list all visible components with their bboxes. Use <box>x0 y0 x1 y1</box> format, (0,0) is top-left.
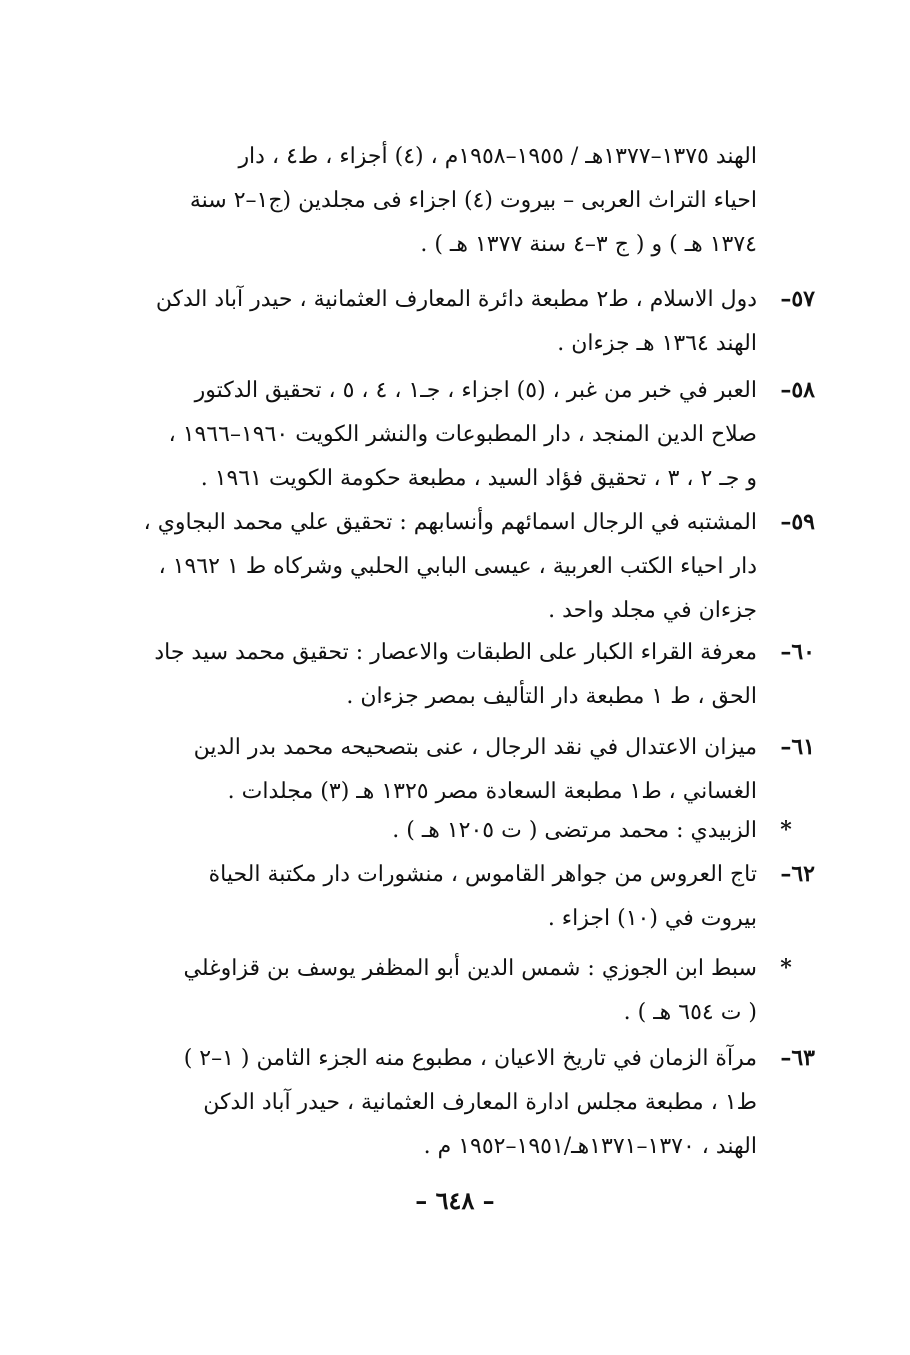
entry-line: المشتبه في الرجال اسمائهم وأنسابهم : تحقيق علي محمد البجاوي ، <box>143 510 757 535</box>
entry-line: دول الاسلام ، ط٢ مطبعة دائرة المعارف العثمانية ، حيدر آباد الدكن <box>155 287 757 312</box>
entry-58 <box>165 368 815 501</box>
entry-number: ٦٣– <box>780 1045 815 1071</box>
star-marker: * <box>780 955 792 981</box>
entry-number: ٥٧– <box>780 286 815 312</box>
entry-line: بيروت في (١٠) اجزاء . <box>547 906 757 931</box>
entry-line: الهند ١٣٦٤ هـ جزءان . <box>557 331 757 356</box>
entry-line: تاج العروس من جواهر القاموس ، منشورات دار مكتبة الحياة <box>208 862 757 887</box>
author-heading-zabidi <box>165 808 815 853</box>
entry-line: سبط ابن الجوزي : شمس الدين أبو المظفر يوسف بن قزاوغلي <box>183 956 757 981</box>
author-heading-sibt <box>165 946 815 1035</box>
page-number: – ٦٤٨ – <box>415 1186 495 1215</box>
entry-number: ٦٠– <box>780 639 815 665</box>
entry-line: صلاح الدين المنجد ، دار المطبوعات والنشر الكويت ١٩٦٠–١٩٦٦ ، <box>168 422 757 447</box>
entry-line: العبر في خبر من غبر ، (٥) اجزاء ، جـ١ ، ٤ ، ٥ ، تحقيق الدكتور <box>194 378 757 403</box>
star-marker: * <box>780 817 792 843</box>
entry-line: الهند ١٣٧٥–١٣٧٧هـ / ١٩٥٥–١٩٥٨م ، (٤) أجزاء ، ط٤ ، دار <box>238 144 757 169</box>
entry-line: معرفة القراء الكبار على الطبقات والاعصار : تحقيق محمد سيد جاد <box>154 640 757 665</box>
entry-57 <box>155 277 815 366</box>
entry-number: ٥٨– <box>780 377 815 403</box>
entry-line: و جـ ٢ ، ٣ ، تحقيق فؤاد السيد ، مطبعة حكومة الكويت ١٩٦١ . <box>200 466 757 491</box>
entry-60 <box>154 630 815 719</box>
entry-line: الهند ، ١٣٧٠–١٣٧١هـ/١٩٥١–١٩٥٢ م . <box>423 1134 757 1159</box>
entry-63 <box>165 1036 815 1169</box>
entry-line: الحق ، ط ١ مطبعة دار التأليف بمصر جزءان . <box>346 684 757 709</box>
entry-line: ميزان الاعتدال في نقد الرجال ، عنى بتصحيحه محمد بدر الدين <box>193 735 757 760</box>
entry-59 <box>143 500 815 633</box>
entry-number: ٦٢– <box>780 861 815 887</box>
entry-line: ( ت ٦٥٤ هـ ) . <box>623 1000 757 1025</box>
entry-line: احياء التراث العربى – بيروت (٤) اجزاء فى مجلدين (ج١–٢ سنة <box>189 188 757 213</box>
entry-number: ٥٩– <box>780 509 815 535</box>
entry-line: جزءان في مجلد واحد . <box>548 598 757 623</box>
entry-continuation <box>165 135 815 267</box>
entry-62 <box>165 852 815 941</box>
entry-line: دار احياء الكتب العربية ، عيسى البابي الحلبي وشركاه ط ١ ١٩٦٢ ، <box>158 554 757 579</box>
entry-line: ط١ ، مطبعة مجلس ادارة المعارف العثمانية ، حيدر آباد الدكن <box>203 1090 757 1115</box>
entry-line: مرآة الزمان في تاريخ الاعيان ، مطبوع منه الجزء الثامن ( ١–٢ ) <box>183 1046 757 1071</box>
entry-line: الغساني ، ط١ مطبعة السعادة مصر ١٣٢٥ هـ (٣) مجلدات . <box>227 779 757 804</box>
entry-line: ١٣٧٤ هـ ) و ( ج ٣–٤ سنة ١٣٧٧ هـ ) . <box>420 232 757 257</box>
entry-number: ٦١– <box>780 734 815 760</box>
entry-61 <box>165 725 815 814</box>
entry-line: الزبيدي : محمد مرتضى ( ت ١٢٠٥ هـ ) . <box>392 818 757 843</box>
